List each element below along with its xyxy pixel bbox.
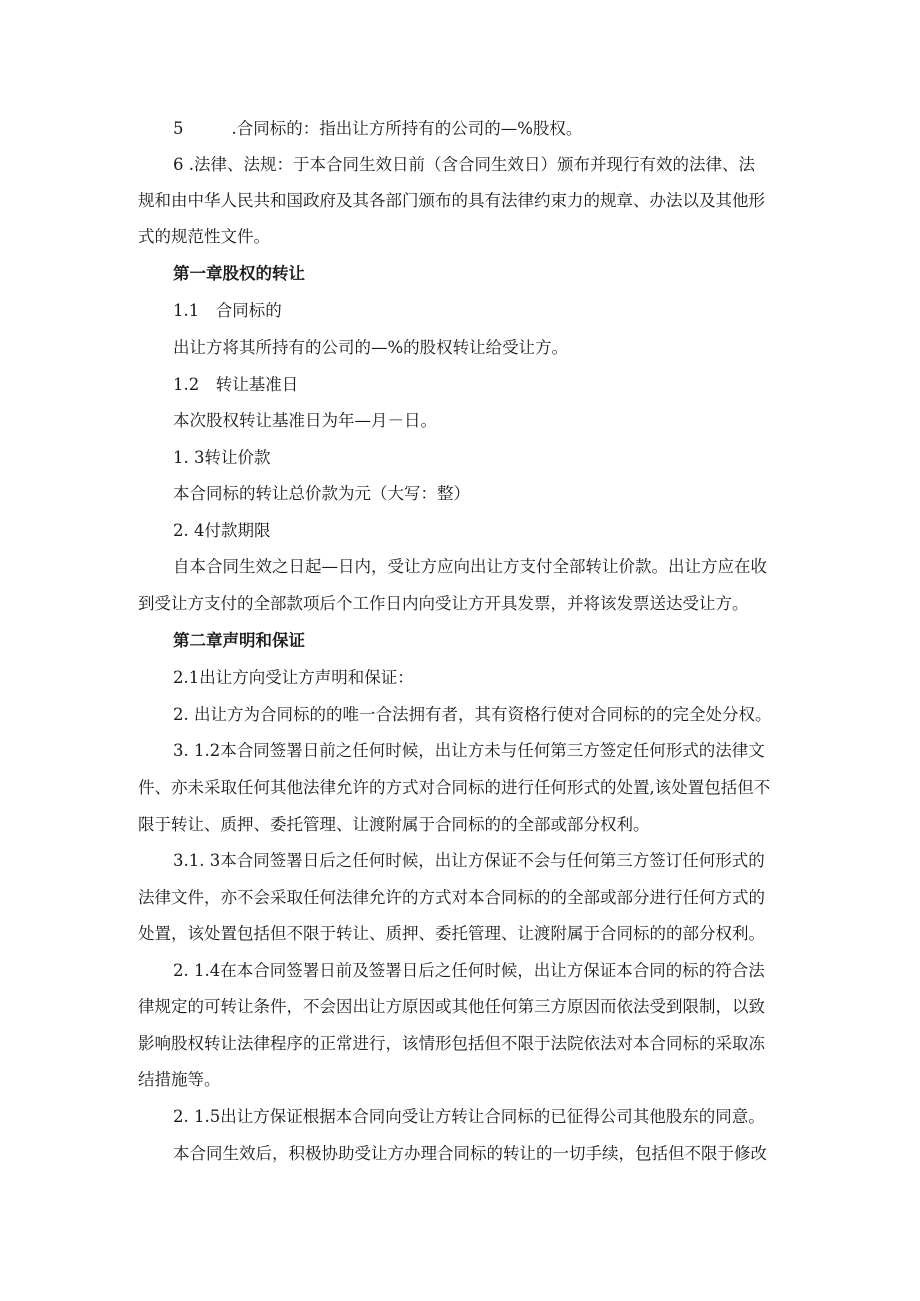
body-line: 限于转让、质押、委托管理、让渡附属于合同标的的全部或部分权利。 — [138, 815, 650, 834]
body-line: 式的规范性文件。 — [138, 227, 270, 246]
body-line: 结措施等。 — [138, 1070, 221, 1089]
definition-number: 5 — [173, 119, 184, 138]
body-line: 自本合同生效之日起—日内，受让方应向出让方支付全部转让价款。出让方应在收 — [173, 557, 767, 576]
section-heading: 1. 3转让价款 — [173, 448, 271, 467]
body-line: 规和由中华人民共和国政府及其各部门颁布的具有法律约束力的规章、办法以及其他形 — [138, 191, 765, 210]
definition-text: .合同标的：指出让方所持有的公司的—%股权。 — [231, 119, 583, 138]
section-heading: 1.1 合同标的 — [173, 301, 282, 320]
section-heading: 2.1出让方向受让方声明和保证： — [173, 668, 414, 687]
body-line: 到受让方支付的全部款项后个工作日内向受让方开具发票，并将该发票送达受让方。 — [138, 594, 749, 613]
definition-item-6: 6 .法律、法规：于本合同生效日前（含合同生效日）颁布并现行有效的法律、法 — [173, 155, 755, 174]
body-line: 律规定的可转让条件，不会因出让方原因或其他任何第三方原因而依法受到限制，以致 — [138, 997, 765, 1016]
body-line: 3.1. 3本合同签署日后之任何时候，出让方保证不会与任何第三方签订任何形式的 — [173, 851, 765, 870]
body-line: 出让方将其所持有的公司的—%的股权转让给受让方。 — [173, 338, 569, 357]
body-line: 2. 1.5出让方保证根据本合同向受让方转让合同标的已征得公司其他股东的同意。 — [173, 1107, 765, 1126]
body-line: 2. 1.4在本合同签署日前及签署日后之任何时候，出让方保证本合同的标的符合法 — [173, 961, 765, 980]
chapter-heading-2: 第二章声明和保证 — [173, 631, 305, 650]
body-line: 本次股权转让基准日为年—月－日。 — [173, 411, 437, 430]
definition-item-5 — [173, 119, 582, 139]
body-line: 本合同标的转让总价款为元（大写：整） — [173, 484, 470, 503]
section-heading: 1.2 转让基准日 — [173, 375, 299, 394]
body-line: 法律文件，亦不会采取任何法律允许的方式对本合同标的的全部或部分进行任何方式的 — [138, 888, 765, 907]
body-line: 2. 出让方为合同标的的唯一合法拥有者，其有资格行使对合同标的的完全处分权。 — [173, 705, 772, 724]
body-line: 影响股权转让法律程序的正常进行，该情形包括但不限于法院依法对本合同标的采取冻 — [138, 1034, 765, 1053]
chapter-heading-1: 第一章股权的转让 — [173, 264, 305, 283]
body-line: 本合同生效后，积极协助受让方办理合同标的转让的一切手续，包括但不限于修改 — [173, 1144, 767, 1163]
body-line: 处置，该处置包括但不限于转让、质押、委托管理、让渡附属于合同标的的部分权利。 — [138, 924, 765, 943]
body-line: 3. 1.2本合同签署日前之任何时候，出让方未与任何第三方签定任何形式的法律文 — [173, 741, 765, 760]
body-line: 件、亦未采取任何其他法律允许的方式对合同标的进行任何形式的处置,该处置包括但不 — [138, 778, 771, 797]
section-heading: 2. 4付款期限 — [173, 521, 271, 540]
